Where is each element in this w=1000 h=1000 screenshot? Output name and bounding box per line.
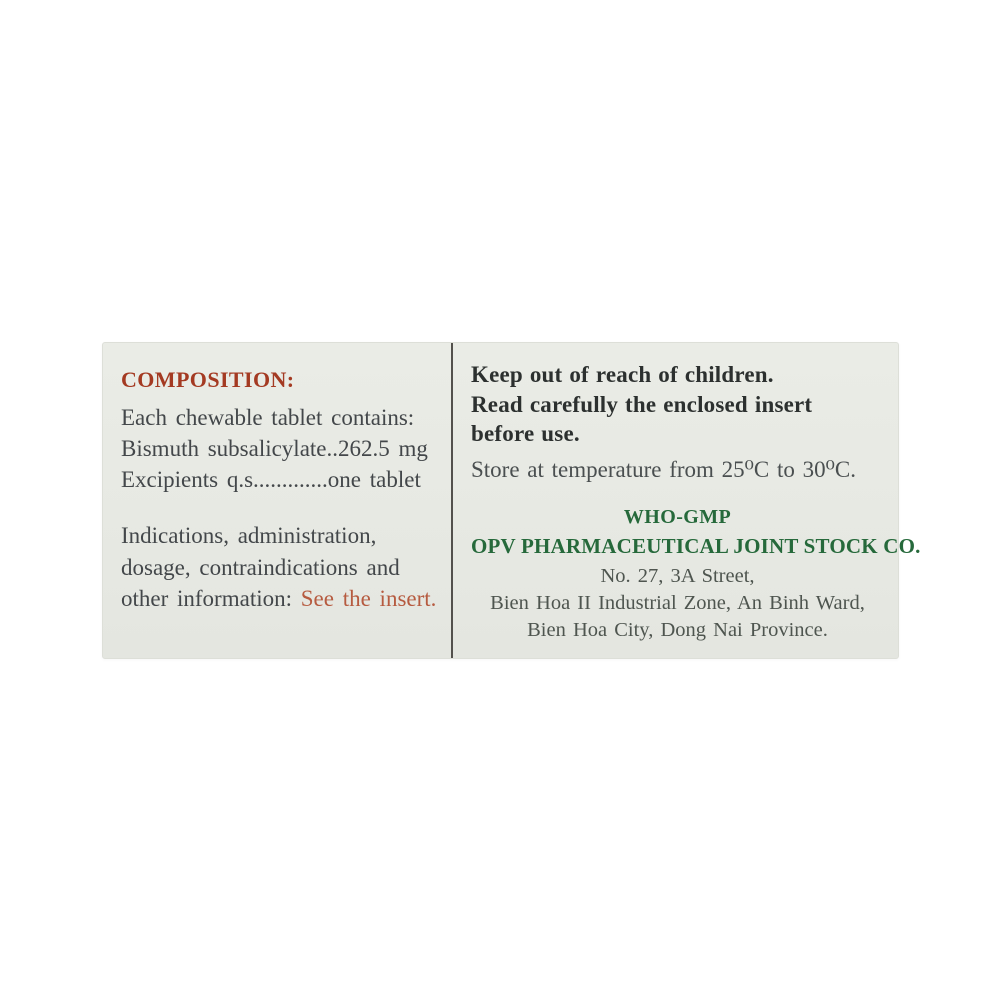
composition-flap [103,343,451,658]
address-line: Bien Hoa City, Dong Nai Province. [527,618,828,641]
company-name: OPV PHARMACEUTICAL JOINT STOCK CO. [471,533,921,558]
warning-block [471,360,884,449]
flap-divider-line [451,343,453,658]
ingredient-line: Bismuth subsalicylate..262.5 mg [121,436,428,461]
composition-heading: COMPOSITION: [121,367,295,392]
storage-instructions: Store at temperature from 25⁰C to 30⁰C. [471,456,856,482]
warning-line: Keep out of reach of children. [471,362,774,387]
manufacturer-flap [455,343,921,658]
insert-info-highlight: See the insert. [300,586,437,611]
insert-info-text: Indications, administration, dosage, contraindications and other information: [121,523,400,611]
medicine-box-panel [102,342,921,659]
address-line: Bien Hoa II Industrial Zone, An Binh Ward, [490,591,865,614]
excipients-line: Excipients q.s.............one tablet [121,467,421,492]
address-line: No. 27, 3A Street, [600,564,755,587]
contains-line: Each chewable tablet contains: [121,405,415,430]
warning-line: before use. [471,421,580,446]
company-address [471,563,884,644]
gmp-certification: WHO-GMP [623,505,732,528]
warning-line: Read carefully the enclosed insert [471,391,813,417]
insert-info-paragraph [121,520,453,615]
